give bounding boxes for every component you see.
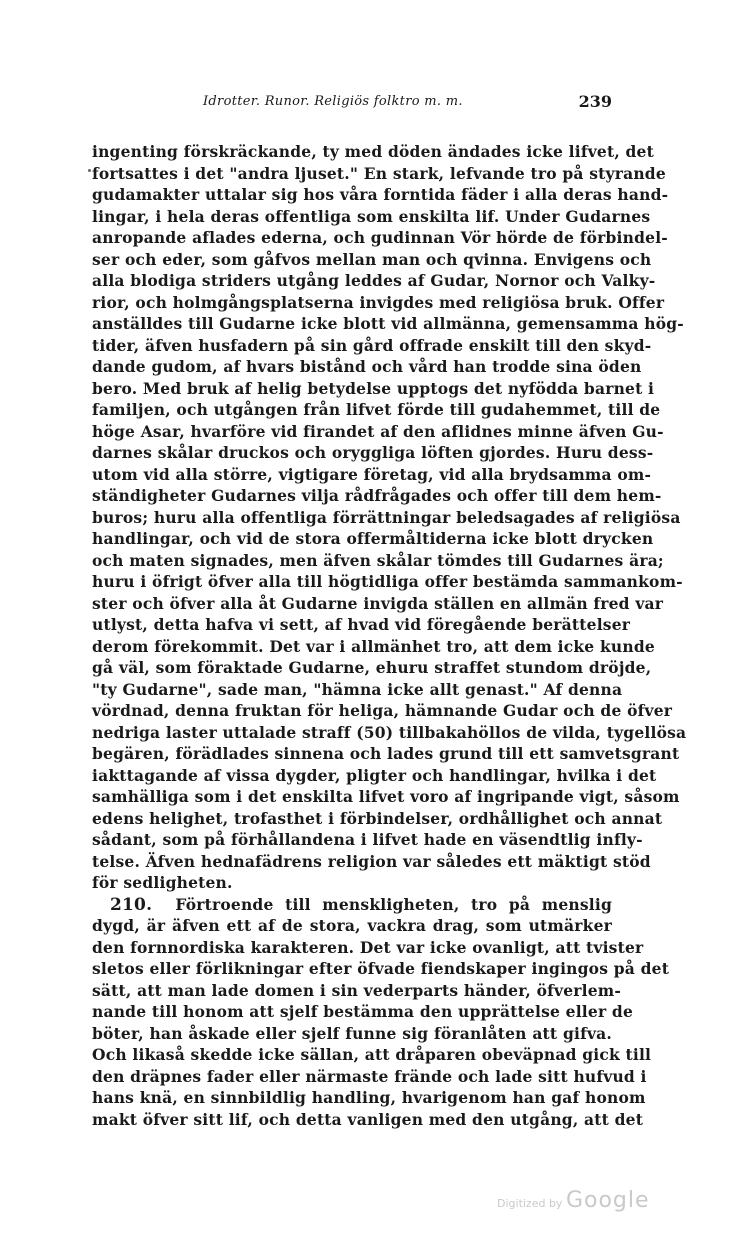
text-line: utom vid alla större, vigtigare företag, vid alla brydsamma om- xyxy=(92,464,652,484)
text-line: ser och eder, som gåfvos mellan man och qvinna. Envigens och xyxy=(92,249,652,269)
text-line: iakttagande af vissa dygder, pligter och handlingar, hvilka i det xyxy=(92,765,657,785)
text-line: lingar, i hela deras offentliga som enskilta lif. Under Gudarnes xyxy=(92,206,651,226)
section-first-line xyxy=(92,894,612,916)
text-line: telse. Äfven hednafädrens religion var således ett mäktigt stöd xyxy=(92,851,651,871)
watermark-brand: Google xyxy=(565,1188,650,1213)
text-line: edens helighet, trofasthet i förbindelser, ordhållighet och annat xyxy=(92,808,663,828)
text-line: familjen, och utgången från lifvet förde till gudahemmet, till de xyxy=(92,400,661,419)
digitization-watermark xyxy=(497,1188,650,1213)
text-line: utlyst, detta hafva vi sett, af hvad vid föregående berättelser xyxy=(92,615,631,634)
text-line: rior, och holmgångsplatserna invigdes med religiösa bruk. Offer xyxy=(92,292,665,312)
text-line: bero. Med bruk af helig betydelse upptogs det nyfödda barnet i xyxy=(92,378,655,398)
text-line: anställdes till Gudarne icke blott vid allmänna, gemensamma hög- xyxy=(92,314,684,333)
text-line: buros; huru alla offentliga förrättningar beledsagades af religiösa xyxy=(92,507,681,527)
text-line: vördnad, denna fruktan för heliga, hämnande Gudar och de öfver xyxy=(92,701,673,720)
text-line: böter, han åskade eller sjelf funne sig föranlåten att gifva. xyxy=(92,1023,612,1043)
text-line: darnes skålar druckos och oryggliga löften gjordes. Huru dess- xyxy=(92,443,654,462)
text-line: begären, förädlades sinnena och lades grund till ett samvetsgrant xyxy=(92,744,680,763)
page-header xyxy=(92,92,612,114)
text-line: höge Asar, hvarföre vid firandet af den aflidnes minne äfven Gu- xyxy=(92,421,664,441)
running-head: Idrotter. Runor. Religiös folktro m. m. xyxy=(203,94,463,109)
text-line: dande gudom, af hvars bistånd och vård han trodde sina öden xyxy=(92,357,642,376)
section-first-line-text: Förtroende till menskligheten, tro på menslig xyxy=(175,894,612,914)
text-line: hans knä, en sinnbildlig handling, hvarigenom han gaf honom xyxy=(92,1088,646,1107)
text-line: gudamakter uttalar sig hos våra forntida fäder i alla deras hand- xyxy=(92,185,669,204)
section-number: 210. xyxy=(110,894,153,915)
text-line: ster och öfver alla åt Gudarne invigda ställen en allmän fred var xyxy=(92,593,664,613)
text-line: anropande aflades ederna, och gudinnan Vör hörde de förbindel- xyxy=(92,228,668,247)
text-line: fortsattes i det "andra ljuset." En stark, lefvande tro på styrande xyxy=(92,163,666,183)
text-line: den fornnordiska karakteren. Det var icke ovanligt, att tvister xyxy=(92,937,644,957)
text-line: alla blodiga striders utgång leddes af Gudar, Nornor och Valky- xyxy=(92,271,656,290)
paragraph-1 xyxy=(92,141,687,894)
text-line: handlingar, och vid de stora offermåltiderna icke blott drycken xyxy=(92,529,654,548)
text-line: huru i öfrigt öfver alla till högtidliga offer bestämda sammankom- xyxy=(92,572,683,591)
text-line: nedriga laster uttalade straff (50) tillbakahöllos de vilda, tygellösa xyxy=(92,722,687,742)
text-line: för sedligheten. xyxy=(92,873,233,892)
body-text xyxy=(92,141,687,1130)
text-line: gå väl, som föraktade Gudarne, ehuru straffet stundom dröjde, xyxy=(92,658,652,677)
text-line: makt öfver sitt lif, och detta vanligen med den utgång, att det xyxy=(92,1109,644,1129)
text-line: och maten signades, men äfven skålar tömdes till Gudarnes ära; xyxy=(92,550,664,570)
page-number: 239 xyxy=(578,92,612,111)
text-line: den dräpnes fader eller närmaste frände och lade sitt hufvud i xyxy=(92,1066,647,1086)
text-line: dygd, är äfven ett af de stora, vackra drag, som utmärker xyxy=(92,916,612,935)
ink-speck xyxy=(88,169,91,172)
text-line: ingenting förskräckande, ty med döden ändades icke lifvet, det xyxy=(92,142,654,161)
text-line: nande till honom att sjelf bestämma den upprättelse eller de xyxy=(92,1002,634,1021)
watermark-prefix: Digitized by xyxy=(497,1197,563,1210)
text-line: "ty Gudarne", sade man, "hämna icke allt genast." Af denna xyxy=(92,679,623,699)
text-line: samhälliga som i det enskilta lifvet voro af ingripande vigt, såsom xyxy=(92,787,680,806)
text-line: Och likaså skedde icke sällan, att dråparen obeväpnad gick till xyxy=(92,1045,652,1064)
text-line: tider, äfven husfadern på sin gård offrade enskilt till den skyd- xyxy=(92,335,652,355)
text-line: sätt, att man lade domen i sin vederparts händer, öfverlem- xyxy=(92,980,622,1000)
section-paragraph xyxy=(92,915,670,1130)
text-line: sådant, som på förhållandena i lifvet hade en väsendtlig infly- xyxy=(92,830,643,849)
text-line: derom förekommit. Det var i allmänhet tro, att dem icke kunde xyxy=(92,636,655,656)
text-line: sletos eller förlikningar efter öfvade fiendskaper ingingos på det xyxy=(92,959,670,978)
text-line: ständigheter Gudarnes vilja rådfrågades och offer till dem hem- xyxy=(92,486,662,505)
